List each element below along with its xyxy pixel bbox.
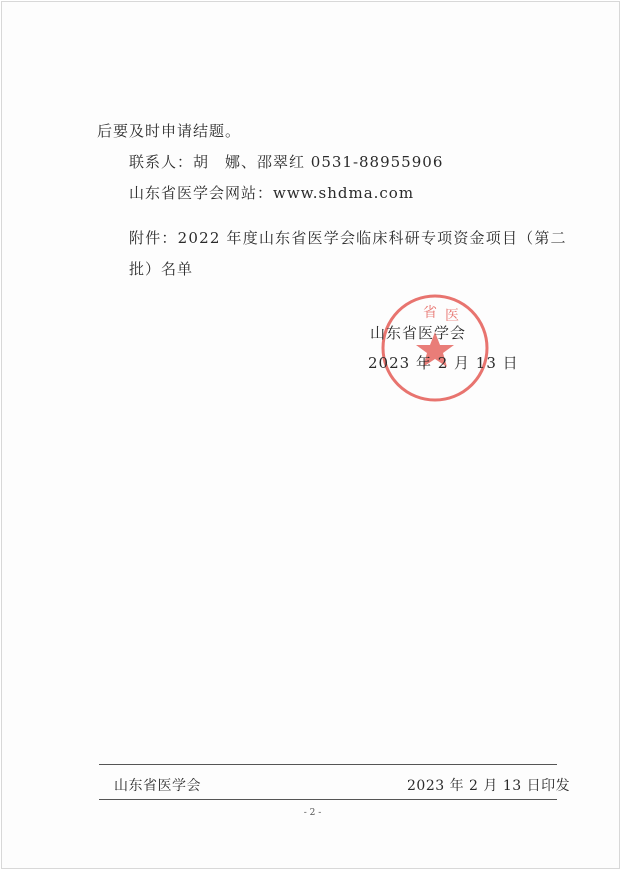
document-page bbox=[1, 1, 620, 869]
svg-text:医: 医 bbox=[445, 308, 459, 324]
footer-top-rule bbox=[99, 764, 557, 765]
page-number: - 2 - bbox=[303, 808, 322, 818]
official-seal-icon bbox=[379, 292, 491, 404]
contact-line: 联系人：胡 娜、邵翠红 0531-88955906 bbox=[129, 153, 444, 171]
footer-bottom-rule bbox=[99, 799, 557, 800]
signature-date: 2023 年 2 月 13 日 bbox=[368, 354, 519, 372]
website-line: 山东省医学会网站：www.shdma.com bbox=[129, 184, 415, 202]
body-line: 后要及时申请结题。 bbox=[97, 122, 242, 140]
svg-text:省: 省 bbox=[423, 305, 437, 321]
attachment-line: 附件：2022 年度山东省医学会临床科研专项资金项目（第二 bbox=[129, 229, 567, 247]
attachment-line-cont: 批）名单 bbox=[129, 260, 194, 278]
footer-org: 山东省医学会 bbox=[114, 778, 201, 794]
footer-issued-date: 2023 年 2 月 13 日印发 bbox=[407, 778, 571, 794]
signature-org: 山东省医学会 bbox=[370, 324, 467, 342]
